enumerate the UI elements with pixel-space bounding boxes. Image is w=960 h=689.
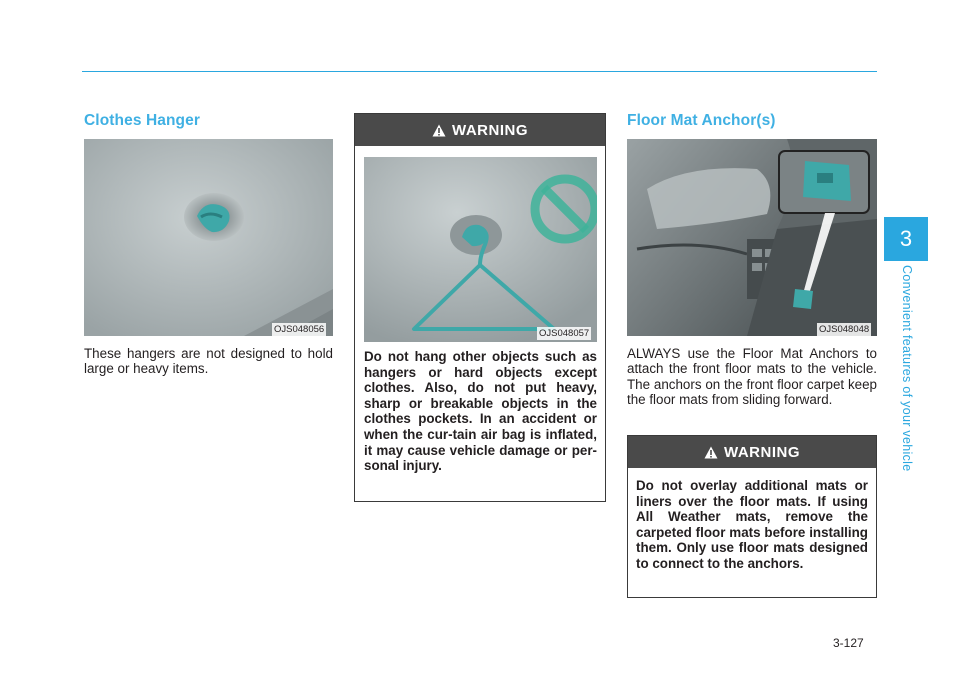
warning-text: Do not hang other objects such as hangers or hard objects except clothes. Also, do not put heavy, sharp or breakable objects in the clothes pockets. In an accident or when the cur-tain air bag is inflated, it may cause vehicle damage or per-sonal injury.: [364, 349, 597, 474]
chapter-title-text: Convenient features of your vehicle: [900, 265, 914, 472]
clothes-hanger-warning-box: [354, 113, 606, 502]
chapter-title: [896, 265, 916, 495]
warning-text: Do not overlay additional mats or liners over the floor mats. If using All Weather mats, remove the carpeted floor mats before installing them. Only use floor mats designed to connect to the anchors.: [636, 478, 868, 571]
warning-header: [628, 436, 876, 468]
chapter-tab[interactable]: 3: [884, 217, 928, 261]
floor-mat-warning-box: [627, 435, 877, 598]
clothes-hanger-description: These hangers are not designed to hold large or heavy items.: [84, 346, 333, 377]
top-rule: [82, 71, 877, 72]
image-code: OJS048056: [274, 324, 325, 335]
clothes-hanger-photo: [84, 139, 333, 336]
warning-title: WARNING: [724, 443, 800, 461]
warning-title: WARNING: [452, 121, 528, 139]
warning-triangle-icon: [432, 124, 446, 137]
image-code: OJS048057: [539, 328, 590, 339]
section-heading-clothes-hanger: Clothes Hanger: [84, 112, 200, 129]
page-number: 3-127: [833, 636, 864, 650]
section-heading-floor-mat-anchors: Floor Mat Anchor(s): [627, 112, 776, 129]
warning-triangle-icon: [704, 446, 718, 459]
floor-mat-anchor-photo: [627, 139, 877, 336]
hanger-prohibited-photo: [364, 157, 597, 342]
warning-header: [355, 114, 605, 146]
floor-mat-anchor-description: ALWAYS use the Floor Mat Anchors to attach the front floor mats to the vehicle. The anchors on the front floor carpet keep the floor mats from sliding forward.: [627, 346, 877, 408]
image-code: OJS048048: [819, 324, 870, 335]
